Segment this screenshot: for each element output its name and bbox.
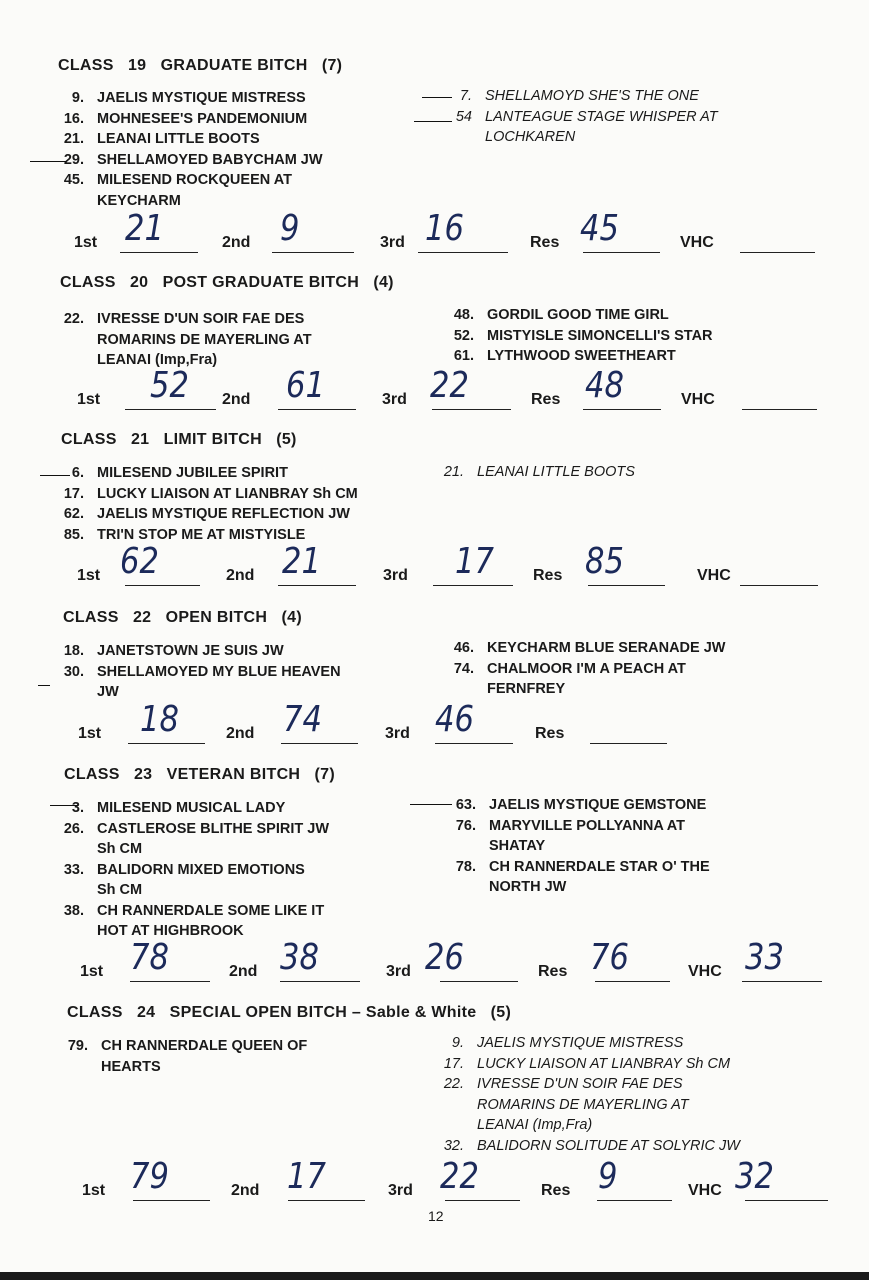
- handwritten-placing-number: 16: [425, 208, 464, 249]
- handwritten-tick-mark: [38, 685, 50, 686]
- entry-row: [432, 816, 710, 857]
- placing-label-vhc: VHC: [697, 567, 731, 584]
- entry-list-left: [40, 463, 358, 545]
- placing-blank-line: [418, 252, 508, 253]
- placing-blank-line: [130, 981, 210, 982]
- dog-name: MARYVILLE POLLYANNA AT: [489, 817, 686, 834]
- class-heading: CLASS 19 GRADUATE BITCH (7): [58, 57, 343, 74]
- handwritten-placing-number: 21: [282, 541, 321, 582]
- placing-label-1st: 1st: [82, 1182, 106, 1199]
- entry-number: 61.: [453, 348, 474, 364]
- page-number: 12: [428, 1208, 444, 1224]
- entry-list-left: [40, 309, 312, 371]
- placing-blank-line: [445, 1200, 520, 1201]
- dog-name: MILESEND JUBILEE SPIRIT: [97, 465, 288, 481]
- placing-blank-line: [280, 981, 360, 982]
- placing-blank-line: [120, 252, 198, 253]
- dog-name: JAELIS MYSTIQUE MISTRESS: [97, 90, 306, 106]
- placing-blank-line: [432, 409, 511, 410]
- entry-row: [428, 86, 718, 107]
- placing-label-2nd: 2nd: [222, 391, 251, 408]
- placing-label-2nd: 2nd: [226, 567, 255, 584]
- placing-label-vhc: VHC: [681, 391, 715, 408]
- handwritten-placing-number: 45: [580, 208, 619, 249]
- entry-number: 46.: [453, 640, 474, 656]
- placing-blank-line: [278, 409, 356, 410]
- placing-blank-line: [742, 981, 822, 982]
- placing-label-1st: 1st: [78, 725, 102, 742]
- dog-name: SHELLAMOYED BABYCHAM JW: [97, 151, 323, 168]
- dog-name-continued: KEYCHARM: [97, 192, 181, 209]
- placing-label-3rd: 3rd: [382, 391, 407, 408]
- dog-name: MOHNESEE'S PANDEMONIUM: [97, 110, 308, 127]
- entry-number: 17.: [63, 485, 84, 502]
- entry-row: [40, 504, 358, 525]
- entry-row: [430, 326, 713, 347]
- handwritten-placing-number: 62: [120, 541, 159, 582]
- placing-label-3rd: 3rd: [383, 567, 408, 584]
- handwritten-placing-number: 17: [287, 1156, 326, 1197]
- dog-name-continued: FERNFREY: [487, 681, 566, 697]
- entry-number: 21.: [443, 464, 464, 480]
- entry-row: [430, 346, 713, 367]
- placing-blank-line: [440, 981, 518, 982]
- dog-name: MILESEND MUSICAL LADY: [97, 800, 286, 816]
- entry-number: 3.: [71, 800, 84, 816]
- placing-blank-line: [740, 252, 815, 253]
- entry-row: [40, 901, 329, 942]
- entry-number: 45.: [63, 172, 84, 188]
- handwritten-placing-number: 46: [435, 699, 474, 740]
- entry-number: 62.: [63, 506, 84, 522]
- placing-label-1st: 1st: [74, 234, 98, 251]
- handwritten-placing-number: 38: [280, 937, 319, 978]
- entry-number: 22.: [443, 1076, 464, 1092]
- dog-name: CASTLEROSE BLITHE SPIRIT JW: [97, 820, 330, 837]
- dog-name: JAELIS MYSTIQUE MISTRESS: [477, 1035, 684, 1051]
- entry-row: [420, 1074, 740, 1136]
- entry-row: [430, 305, 713, 326]
- placing-blank-line: [272, 252, 354, 253]
- class-heading: CLASS 21 LIMIT BITCH (5): [61, 431, 297, 448]
- handwritten-placing-number: 61: [286, 365, 325, 406]
- placing-label-3rd: 3rd: [380, 234, 405, 251]
- placing-blank-line: [435, 743, 513, 744]
- dog-name: LUCKY LIAISON AT LIANBRAY Sh CM: [97, 485, 358, 502]
- placing-label-3rd: 3rd: [386, 963, 411, 980]
- handwritten-placing-number: 78: [130, 937, 169, 978]
- placing-label-1st: 1st: [77, 567, 101, 584]
- entry-number: 38.: [63, 902, 84, 919]
- entry-number: 78.: [455, 858, 476, 875]
- handwritten-placing-number: 74: [283, 699, 322, 740]
- entry-number: 54: [455, 108, 472, 125]
- placing-label-res: Res: [541, 1182, 571, 1199]
- handwritten-placing-number: 9: [280, 208, 300, 249]
- entry-number: 16.: [63, 110, 84, 127]
- dog-name: MISTYISLE SIMONCELLI'S STAR: [487, 327, 713, 344]
- handwritten-tick-mark: [50, 805, 78, 806]
- entry-number: 7.: [459, 88, 472, 104]
- class-heading: CLASS 20 POST GRADUATE BITCH (4): [60, 274, 394, 291]
- dog-name-continued: LOCHKAREN: [485, 129, 576, 145]
- placing-blank-line: [278, 585, 356, 586]
- placing-blank-line: [288, 1200, 365, 1201]
- placing-label-vhc: VHC: [688, 963, 722, 980]
- entry-list-right: [432, 795, 710, 898]
- entry-row: [40, 170, 323, 211]
- class-heading: CLASS 24 SPECIAL OPEN BITCH – Sable & White (5): [67, 1004, 512, 1021]
- dog-name: IVRESSE D'UN SOIR FAE DES: [477, 1076, 683, 1092]
- entry-row: [40, 109, 323, 130]
- placing-blank-line: [128, 743, 205, 744]
- handwritten-placing-number: 9: [598, 1156, 618, 1197]
- dog-name: LANTEAGUE STAGE WHISPER AT: [485, 108, 718, 125]
- placing-blank-line: [433, 585, 513, 586]
- dog-name: MILESEND ROCKQUEEN AT: [97, 172, 292, 188]
- dog-name-continued: ROMARINS DE MAYERLING AT: [477, 1096, 689, 1113]
- entry-row: [428, 107, 718, 148]
- entry-number: 17.: [443, 1055, 464, 1072]
- dog-name: LEANAI LITTLE BOOTS: [97, 131, 260, 147]
- dog-name-continued: LEANAI (Imp,Fra): [97, 352, 218, 368]
- placing-label-res: Res: [530, 234, 560, 251]
- dog-name: CH RANNERDALE STAR O' THE: [489, 858, 710, 875]
- entry-list-right: [428, 86, 718, 148]
- dog-name-continued: SHATAY: [489, 838, 546, 854]
- dog-name: KEYCHARM BLUE SERANADE JW: [487, 640, 726, 656]
- entry-number: 22.: [63, 311, 84, 327]
- entry-row: [40, 129, 323, 150]
- dog-name: SHELLAMOYED MY BLUE HEAVEN: [97, 663, 341, 680]
- placing-label-vhc: VHC: [688, 1182, 722, 1199]
- placing-label-2nd: 2nd: [222, 234, 251, 251]
- entry-number: 85.: [63, 526, 84, 543]
- class-heading: CLASS 22 OPEN BITCH (4): [63, 609, 302, 626]
- handwritten-placing-number: 22: [440, 1156, 479, 1197]
- placing-blank-line: [281, 743, 358, 744]
- dog-name-continued: LEANAI (Imp,Fra): [477, 1117, 593, 1133]
- placing-blank-line: [742, 409, 817, 410]
- placing-blank-line: [740, 585, 818, 586]
- dog-name-continued: HEARTS: [101, 1058, 161, 1075]
- entry-row: [432, 857, 710, 898]
- handwritten-placing-number: 33: [745, 937, 784, 978]
- entry-number: 29.: [63, 151, 84, 168]
- placing-label-2nd: 2nd: [229, 963, 258, 980]
- dog-name-continued: Sh CM: [97, 841, 143, 857]
- placing-label-vhc: VHC: [680, 234, 714, 251]
- entry-list-left: [40, 798, 329, 942]
- dog-name: JANETSTOWN JE SUIS JW: [97, 643, 284, 659]
- dog-name: JAELIS MYSTIQUE REFLECTION JW: [97, 506, 350, 522]
- handwritten-placing-number: 26: [425, 937, 464, 978]
- entry-number: 74.: [453, 660, 474, 677]
- scan-edge: [0, 1272, 869, 1280]
- entry-number: 48.: [453, 307, 474, 323]
- entry-row: [40, 860, 329, 901]
- entry-number: 32.: [443, 1137, 464, 1154]
- entry-row: [430, 638, 725, 659]
- placing-label-1st: 1st: [77, 391, 101, 408]
- placing-blank-line: [583, 409, 661, 410]
- dog-name: CH RANNERDALE QUEEN OF: [101, 1038, 308, 1054]
- entry-number: 18.: [63, 643, 84, 659]
- placing-label-2nd: 2nd: [226, 725, 255, 742]
- entry-number: 76.: [455, 817, 476, 834]
- class-heading: CLASS 23 VETERAN BITCH (7): [64, 766, 335, 783]
- handwritten-placing-number: 85: [585, 541, 624, 582]
- entry-list-left: [40, 88, 323, 211]
- dog-name: BALIDORN MIXED EMOTIONS: [97, 861, 305, 878]
- dog-name: SHELLAMOYD SHE'S THE ONE: [485, 88, 699, 104]
- dog-name-continued: NORTH JW: [489, 879, 567, 895]
- placing-label-res: Res: [538, 963, 568, 980]
- entry-number: 52.: [453, 327, 474, 344]
- dog-name-continued: ROMARINS DE MAYERLING AT: [97, 331, 312, 348]
- entry-row: [420, 1054, 740, 1075]
- placing-label-2nd: 2nd: [231, 1182, 260, 1199]
- entry-row: [40, 88, 323, 109]
- handwritten-tick-mark: [414, 121, 452, 122]
- entry-list-right: [420, 462, 635, 483]
- entry-row: [420, 1033, 740, 1054]
- handwritten-tick-mark: [410, 804, 452, 805]
- handwritten-tick-mark: [40, 475, 70, 476]
- entry-row: [40, 484, 358, 505]
- entry-number: 21.: [63, 131, 84, 147]
- dog-name: CH RANNERDALE SOME LIKE IT: [97, 902, 325, 919]
- entry-row: [44, 1036, 307, 1077]
- placing-label-1st: 1st: [80, 963, 104, 980]
- placing-blank-line: [590, 743, 667, 744]
- entry-list-right: [430, 305, 713, 367]
- entry-number: 26.: [63, 820, 84, 837]
- entry-row: [40, 309, 312, 371]
- entry-row: [420, 462, 635, 483]
- entry-number: 30.: [63, 663, 84, 680]
- placing-label-res: Res: [531, 391, 561, 408]
- handwritten-placing-number: 22: [430, 365, 469, 406]
- placing-blank-line: [133, 1200, 210, 1201]
- dog-name: LYTHWOOD SWEETHEART: [487, 348, 676, 364]
- entry-row: [40, 463, 358, 484]
- entry-number: 33.: [63, 861, 84, 878]
- dog-name: LUCKY LIAISON AT LIANBRAY Sh CM: [477, 1055, 731, 1072]
- entry-row: [40, 798, 329, 819]
- dog-name-continued: JW: [97, 684, 119, 700]
- entry-row: [420, 1136, 740, 1157]
- placing-label-res: Res: [535, 725, 565, 742]
- handwritten-placing-number: 76: [590, 937, 629, 978]
- dog-name: TRI'N STOP ME AT MISTYISLE: [97, 526, 306, 543]
- handwritten-placing-number: 21: [125, 208, 164, 249]
- entry-list-left: [44, 1036, 307, 1077]
- entry-row: [40, 662, 341, 703]
- entry-row: [40, 641, 341, 662]
- dog-name: GORDIL GOOD TIME GIRL: [487, 307, 669, 323]
- handwritten-tick-mark: [422, 97, 452, 98]
- placing-label-3rd: 3rd: [385, 725, 410, 742]
- entry-row: [430, 659, 725, 700]
- entry-row: [40, 150, 323, 171]
- entry-row: [432, 795, 710, 816]
- handwritten-tick-mark: [30, 161, 66, 162]
- placing-label-res: Res: [533, 567, 563, 584]
- placing-label-3rd: 3rd: [388, 1182, 413, 1199]
- placing-blank-line: [597, 1200, 672, 1201]
- dog-name: JAELIS MYSTIQUE GEMSTONE: [489, 797, 707, 813]
- handwritten-placing-number: 79: [130, 1156, 169, 1197]
- entry-number: 9.: [451, 1035, 464, 1051]
- placing-blank-line: [595, 981, 670, 982]
- handwritten-placing-number: 17: [455, 541, 494, 582]
- dog-name: LEANAI LITTLE BOOTS: [477, 464, 635, 480]
- entry-list-right: [420, 1033, 740, 1156]
- placing-blank-line: [125, 409, 216, 410]
- entry-number: 79.: [67, 1038, 88, 1054]
- handwritten-placing-number: 18: [140, 699, 179, 740]
- entry-number: 6.: [71, 465, 84, 481]
- entry-row: [40, 819, 329, 860]
- dog-name-continued: Sh CM: [97, 882, 143, 898]
- entry-number: 63.: [455, 797, 476, 813]
- dog-name: CHALMOOR I'M A PEACH AT: [487, 660, 686, 677]
- dog-name-continued: HOT AT HIGHBROOK: [97, 923, 244, 939]
- placing-blank-line: [588, 585, 665, 586]
- placing-blank-line: [125, 585, 200, 586]
- handwritten-placing-number: 52: [150, 365, 189, 406]
- dog-name: BALIDORN SOLITUDE AT SOLYRIC JW: [477, 1137, 740, 1154]
- dog-name: IVRESSE D'UN SOIR FAE DES: [97, 311, 305, 327]
- entry-number: 9.: [71, 90, 84, 106]
- handwritten-placing-number: 48: [585, 365, 624, 406]
- entry-list-left: [40, 641, 341, 703]
- placing-blank-line: [583, 252, 660, 253]
- entry-list-right: [430, 638, 725, 700]
- handwritten-placing-number: 32: [735, 1156, 774, 1197]
- placing-blank-line: [745, 1200, 828, 1201]
